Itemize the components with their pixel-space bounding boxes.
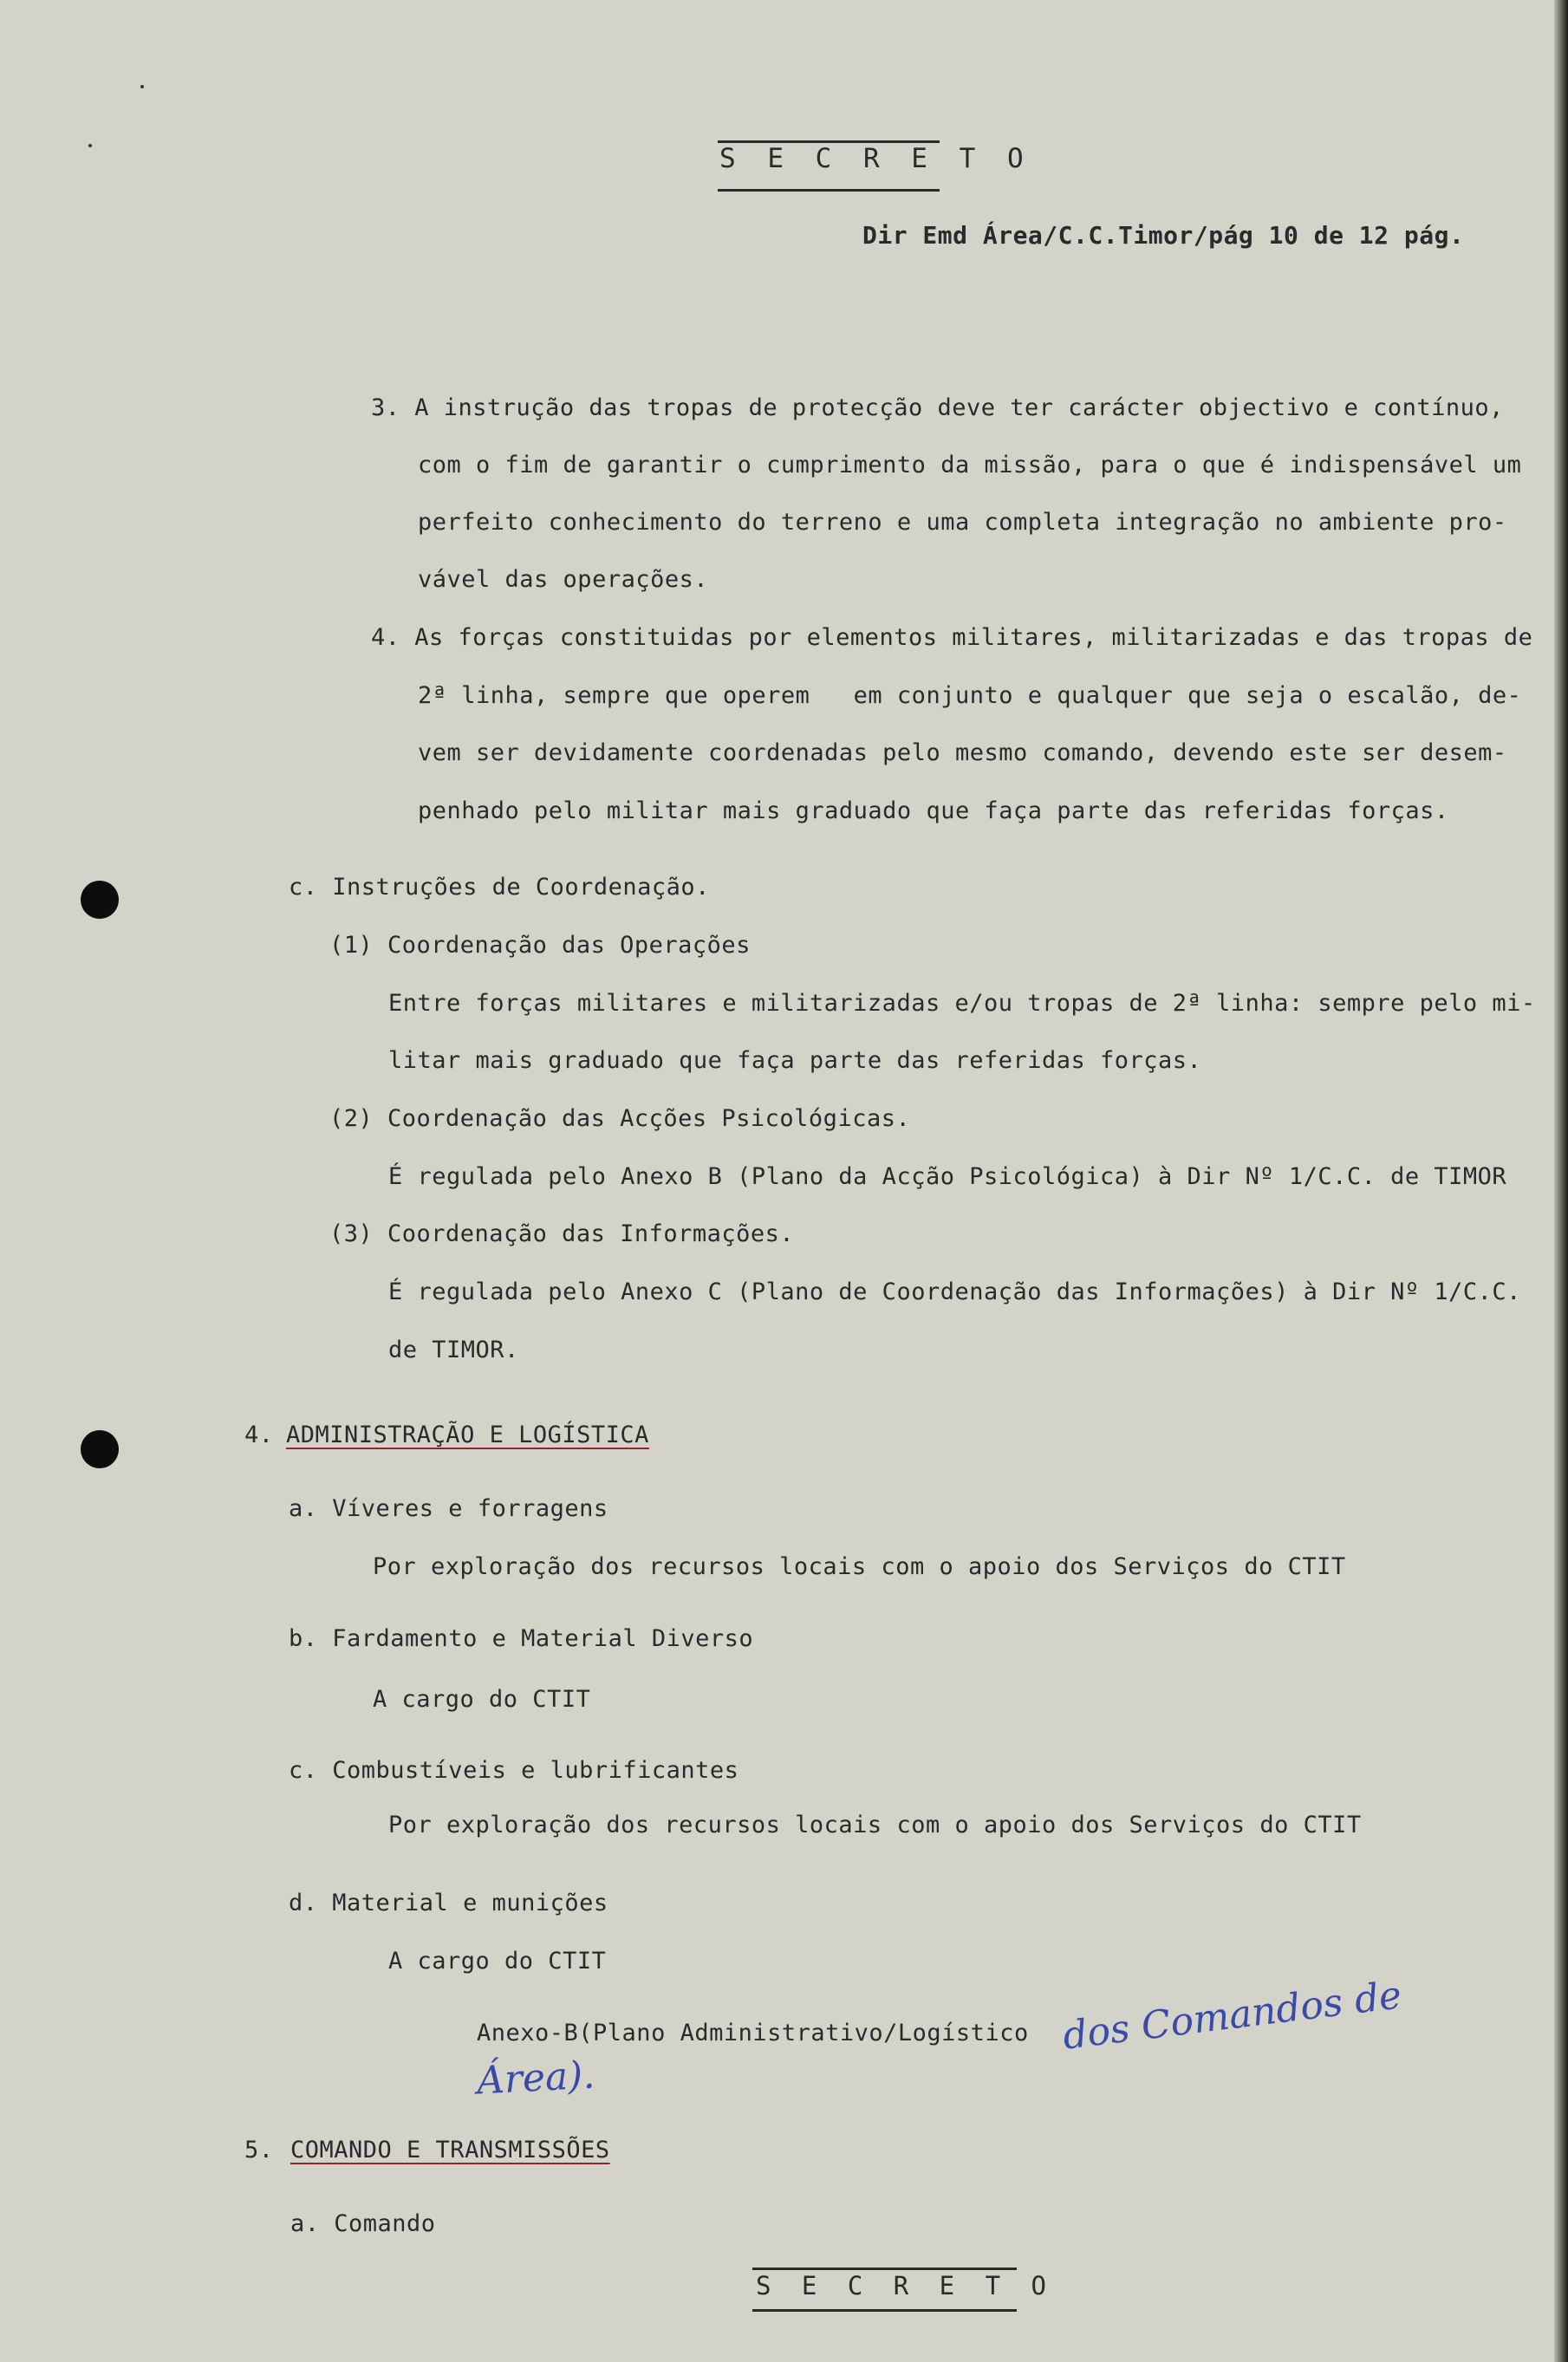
header-classification-text: S E C R E T O [719, 143, 1031, 174]
section5-number: 5. [244, 2137, 274, 2164]
section4-item-b-label: b. Fardamento e Material Diverso [289, 1625, 754, 1652]
section4-item-d-text: A cargo do CTIT [388, 1948, 607, 1975]
handwritten-annex-note-1: dos Comandos de [1060, 1973, 1404, 2059]
footer-rule-top [752, 2268, 1017, 2270]
para3-line1: 3. A instrução das tropas de protecção deve ter carácter objectivo e contínuo, [371, 394, 1504, 421]
section-c-item3-text2: de TIMOR. [388, 1337, 519, 1363]
section-c-item1-text2: litar mais graduado que faça parte das referidas forças. [388, 1047, 1202, 1074]
section4-item-c-label: c. Combustíveis e lubrificantes [289, 1757, 739, 1784]
section4-item-a-text: Por exploração dos recursos locais com o apoio dos Serviços do CTIT [373, 1553, 1346, 1580]
header-rule-bottom [718, 189, 940, 192]
footer-rule-bottom [752, 2309, 1017, 2312]
para3-line3: perfeito conhecimento do terreno e uma completa integração no ambiente pro- [418, 509, 1507, 536]
para4-line2: 2ª linha, sempre que operem em conjunto e qualquer que seja o escalão, de- [418, 682, 1522, 709]
section4-item-c-text: Por exploração dos recursos locais com o apoio dos Serviços do CTIT [388, 1812, 1362, 1838]
document-reference: Dir Emd Área/C.C.Timor/pág 10 de 12 pág. [862, 221, 1465, 250]
section-c-item1-text1: Entre forças militares e militarizadas e/ou tropas de 2ª linha: sempre pelo mi- [388, 990, 1536, 1017]
section4-item-b-text: A cargo do CTIT [373, 1686, 591, 1713]
punch-hole-lower [81, 1430, 119, 1468]
footer-classification: S E C R E T O [756, 2271, 1054, 2300]
handwritten-annex-note-2: Área). [475, 2053, 596, 2104]
section4-heading: ADMINISTRAÇÃO E LOGÍSTICA [286, 1422, 649, 1448]
section4-number: 4. [244, 1422, 274, 1448]
section4-item-d-label: d. Material e munições [289, 1890, 608, 1916]
para4-line3: vem ser devidamente coordenadas pelo mesmo comando, devendo este ser desem- [418, 739, 1507, 766]
section-c-item1-label: (1) Coordenação das Operações [329, 932, 751, 959]
section-c-item3-label: (3) Coordenação das Informações. [329, 1220, 795, 1247]
section-c-item2-label: (2) Coordenação das Acções Psicológicas. [329, 1105, 911, 1132]
punch-hole-upper [81, 881, 119, 919]
section5-item-a: a. Comando [290, 2210, 436, 2237]
para4-line4: penhado pelo militar mais graduado que faça parte das referidas forças. [418, 797, 1449, 824]
section5-heading: COMANDO E TRANSMISSÕES [290, 2137, 610, 2164]
section4-annex: Anexo-B(Plano Administrativo/Logístico [477, 2020, 1029, 2046]
header-rule-top [718, 140, 940, 143]
section-c-item3-text1: É regulada pelo Anexo C (Plano de Coordenação das Informações) à Dir Nº 1/C.C. [388, 1279, 1521, 1305]
section-c-heading: c. Instruções de Coordenação. [289, 874, 710, 901]
ink-speck [140, 85, 144, 88]
para3-line2: com o fim de garantir o cumprimento da missão, para o que é indispensável um [418, 452, 1522, 478]
para3-line4: vável das operações. [418, 566, 709, 593]
section-c-item2-text1: É regulada pelo Anexo B (Plano da Acção Psicológica) à Dir Nº 1/C.C. de TIMOR [388, 1163, 1507, 1190]
section4-item-a-label: a. Víveres e forragens [289, 1495, 608, 1522]
para4-line1: 4. As forças constituidas por elementos militares, militarizadas e das tropas de [371, 624, 1533, 651]
header-classification [719, 143, 1031, 174]
ink-speck [88, 144, 92, 147]
